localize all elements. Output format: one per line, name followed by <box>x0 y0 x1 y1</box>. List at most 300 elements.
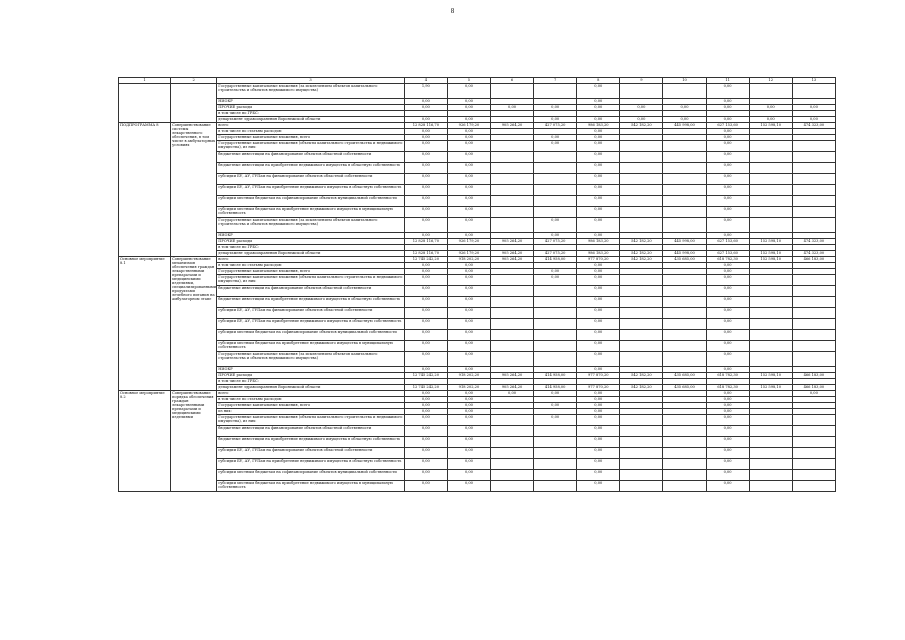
section-title: Основное мероприятие 8.1 <box>119 257 171 391</box>
value-cell: 926 179,20 <box>447 239 490 245</box>
value-cell <box>620 308 663 319</box>
value-cell <box>749 174 792 185</box>
value-cell: 627 153,60 <box>706 251 749 257</box>
value-cell <box>491 196 534 207</box>
value-cell <box>534 319 577 330</box>
value-cell <box>620 297 663 308</box>
row-label: Государственные капитальные вложения (за исключением объектов капитального строительства и объектов недвижимого имущества) <box>217 218 405 233</box>
value-cell: 0,00 <box>404 391 447 397</box>
value-cell: 0,00 <box>404 152 447 163</box>
value-cell: 0,00 <box>404 470 447 481</box>
value-cell: 466 183,00 <box>792 257 835 263</box>
value-cell: 0,00 <box>447 367 490 373</box>
row-label: Государственные капитальные вложения, всего <box>217 135 405 141</box>
value-cell: 0,00 <box>706 174 749 185</box>
value-cell: 427 075,20 <box>534 251 577 257</box>
value-cell: 0,00 <box>577 84 620 99</box>
value-cell: 0,00 <box>577 308 620 319</box>
row-label: субсидии местным бюджетам на приобретение недвижимого имущества в муниципальную собственность <box>217 207 405 218</box>
value-cell: 0,00 <box>404 297 447 308</box>
value-cell: 0,00 <box>577 269 620 275</box>
row-label: ПРОЧИЕ расходы <box>217 239 405 245</box>
value-cell: 12 828 116,70 <box>404 239 447 245</box>
table-row <box>119 341 836 352</box>
value-cell <box>491 185 534 196</box>
column-number: 2 <box>171 78 217 84</box>
row-label: в том числе по статьям расходов: <box>217 263 405 269</box>
value-cell: 0,00 <box>577 152 620 163</box>
value-cell: 0,00 <box>404 174 447 185</box>
table-row <box>119 470 836 481</box>
value-cell: 0,00 <box>749 117 792 123</box>
value-cell <box>491 308 534 319</box>
value-cell: 0,00 <box>404 308 447 319</box>
value-cell: 618 782,30 <box>706 257 749 263</box>
value-cell: 905 264,20 <box>491 251 534 257</box>
value-cell <box>620 163 663 174</box>
column-number: 13 <box>792 78 835 84</box>
value-cell: 0,00 <box>404 459 447 470</box>
value-cell <box>663 341 706 352</box>
value-cell: 0,00 <box>447 426 490 437</box>
value-cell <box>663 448 706 459</box>
value-cell <box>663 297 706 308</box>
value-cell <box>534 308 577 319</box>
value-cell: 0,00 <box>706 207 749 218</box>
column-number: 12 <box>749 78 792 84</box>
value-cell <box>534 185 577 196</box>
value-cell <box>620 319 663 330</box>
value-cell: 0,00 <box>706 330 749 341</box>
value-cell: 0,00 <box>404 207 447 218</box>
value-cell <box>534 470 577 481</box>
value-cell: 0,00 <box>447 196 490 207</box>
column-number: 7 <box>534 78 577 84</box>
value-cell <box>792 297 835 308</box>
value-cell <box>620 330 663 341</box>
value-cell: 0,00 <box>577 415 620 426</box>
value-cell <box>534 286 577 297</box>
row-label: субсидии БУ, АУ, ГУПам на финансирование объектов областной собственности <box>217 448 405 459</box>
value-cell: 445 998,00 <box>663 251 706 257</box>
value-cell: 0,00 <box>534 275 577 286</box>
value-cell <box>491 426 534 437</box>
value-cell: 0,00 <box>404 269 447 275</box>
value-cell: 0,00 <box>577 129 620 135</box>
value-cell: 12 745 242,20 <box>404 385 447 391</box>
value-cell: 466 183,00 <box>792 373 835 379</box>
value-cell: 926 179,20 <box>447 251 490 257</box>
table-row <box>119 297 836 308</box>
value-cell <box>792 141 835 152</box>
value-cell <box>792 415 835 426</box>
value-cell <box>491 152 534 163</box>
value-cell <box>663 308 706 319</box>
value-cell <box>534 352 577 367</box>
row-label: Государственные капитальные вложения (объекты капитального строительства и недвижимого имущества), из них: <box>217 275 405 286</box>
value-cell: 0,00 <box>749 105 792 111</box>
value-cell: 0,00 <box>404 415 447 426</box>
value-cell: 12 745 242,20 <box>404 257 447 263</box>
row-label: бюджетные инвестиции на приобретение недвижимого имущества в областную собственность <box>217 437 405 448</box>
row-label: субсидии местным бюджетам на приобретение недвижимого имущества в муниципальную собственность <box>217 341 405 352</box>
value-cell <box>620 481 663 492</box>
value-cell: 0,00 <box>534 233 577 239</box>
column-number: 9 <box>620 78 663 84</box>
value-cell: 0,00 <box>706 117 749 123</box>
row-label: бюджетные инвестиции на финансирование объектов областной собственности <box>217 286 405 297</box>
value-cell <box>749 341 792 352</box>
value-cell: 0,00 <box>577 135 620 141</box>
value-cell: 0,00 <box>706 352 749 367</box>
value-cell: 0,00 <box>706 84 749 99</box>
value-cell: 0,00 <box>706 263 749 269</box>
value-cell <box>792 341 835 352</box>
row-label: субсидии местным бюджетам на софинансирование объектов муниципальной собственности <box>217 330 405 341</box>
value-cell: 0,00 <box>706 367 749 373</box>
value-cell <box>663 481 706 492</box>
value-cell <box>663 286 706 297</box>
value-cell: 152 598,10 <box>749 385 792 391</box>
section-title: ПОДПРОГРАММА 8 <box>119 123 171 257</box>
value-cell <box>663 218 706 233</box>
value-cell: 905 264,20 <box>491 257 534 263</box>
value-cell <box>749 459 792 470</box>
value-cell <box>534 330 577 341</box>
value-cell: 474 323,00 <box>792 239 835 245</box>
value-cell <box>620 437 663 448</box>
value-cell: 0,00 <box>577 403 620 409</box>
value-cell <box>491 286 534 297</box>
table-row <box>119 141 836 152</box>
value-cell <box>792 308 835 319</box>
row-label: субсидии БУ, АУ, ГУПам на приобретение недвижимого имущества в областную собственность <box>217 459 405 470</box>
table-row <box>119 426 836 437</box>
row-label: Государственные капитальные вложения (за исключением объектов капитального строительства и объектов недвижимого имущества) <box>217 84 405 99</box>
value-cell <box>663 174 706 185</box>
value-cell: 926 179,20 <box>447 123 490 129</box>
value-cell: 0,00 <box>706 319 749 330</box>
value-cell <box>491 330 534 341</box>
row-label: субсидии местным бюджетам на софинансирование объектов муниципальной собственности <box>217 470 405 481</box>
value-cell: 0,00 <box>404 105 447 111</box>
value-cell: 0,00 <box>577 397 620 403</box>
value-cell <box>749 207 792 218</box>
value-cell: 435 685,00 <box>663 373 706 379</box>
value-cell <box>663 207 706 218</box>
value-cell <box>620 196 663 207</box>
value-cell <box>663 426 706 437</box>
value-cell <box>534 297 577 308</box>
value-cell <box>749 218 792 233</box>
row-label: Государственные капитальные вложения (объекты капитального строительства и недвижимого имущества), из них: <box>217 141 405 152</box>
value-cell <box>491 84 534 99</box>
value-cell <box>792 319 835 330</box>
row-label: субсидии БУ, АУ, ГУПам на приобретение недвижимого имущества в областную собственность <box>217 185 405 196</box>
value-cell: 414 958,00 <box>534 373 577 379</box>
value-cell: 0,00 <box>447 141 490 152</box>
value-cell: 0,00 <box>577 286 620 297</box>
value-cell: 0,00 <box>663 105 706 111</box>
value-cell: 0,00 <box>534 105 577 111</box>
value-cell: 0,00 <box>447 437 490 448</box>
value-cell: 0,00 <box>663 117 706 123</box>
value-cell: 0,00 <box>447 319 490 330</box>
row-label: всего <box>217 391 405 397</box>
value-cell: 0,00 <box>404 263 447 269</box>
value-cell <box>749 163 792 174</box>
value-cell: 0,00 <box>706 105 749 111</box>
value-cell <box>663 319 706 330</box>
value-cell: 0,00 <box>706 409 749 415</box>
value-cell: 0,00 <box>447 352 490 367</box>
value-cell: 152 598,10 <box>749 239 792 245</box>
table-row <box>119 437 836 448</box>
value-cell <box>491 352 534 367</box>
value-cell <box>663 352 706 367</box>
value-cell <box>792 207 835 218</box>
page-number: 8 <box>450 8 455 15</box>
value-cell <box>792 426 835 437</box>
value-cell: 0,00 <box>706 286 749 297</box>
value-cell <box>534 341 577 352</box>
row-label: в том числе по ГРБС: <box>217 111 405 117</box>
value-cell: 0,00 <box>534 135 577 141</box>
value-cell: 0,00 <box>577 352 620 367</box>
value-cell: 0,00 <box>577 99 620 105</box>
row-label: Государственные капитальные вложения, всего <box>217 269 405 275</box>
row-label: департамент здравоохранения Воронежской области <box>217 385 405 391</box>
value-cell <box>491 459 534 470</box>
table-row <box>119 196 836 207</box>
value-cell: 0,00 <box>706 308 749 319</box>
value-cell: 0,00 <box>706 437 749 448</box>
value-cell: 0,00 <box>447 415 490 426</box>
value-cell <box>663 163 706 174</box>
value-cell <box>491 437 534 448</box>
section-description <box>171 84 217 123</box>
value-cell <box>534 84 577 99</box>
value-cell: 0,00 <box>447 391 490 397</box>
value-cell: 977 870,20 <box>577 373 620 379</box>
table-row <box>119 185 836 196</box>
value-cell: 627 153,60 <box>706 239 749 245</box>
value-cell: 445 998,00 <box>663 123 706 129</box>
value-cell: 0,00 <box>447 308 490 319</box>
value-cell <box>491 174 534 185</box>
value-cell: 542 182,20 <box>620 123 663 129</box>
value-cell: 0,00 <box>706 129 749 135</box>
row-label: Государственные капитальные вложения, всего <box>217 403 405 409</box>
value-cell: 0,00 <box>577 448 620 459</box>
value-cell <box>792 352 835 367</box>
value-cell <box>792 185 835 196</box>
value-cell: 0,00 <box>447 409 490 415</box>
table-row <box>119 481 836 492</box>
value-cell <box>534 174 577 185</box>
value-cell: 0,00 <box>577 275 620 286</box>
value-cell: 0,00 <box>706 269 749 275</box>
value-cell <box>491 275 534 286</box>
value-cell: 0,00 <box>706 448 749 459</box>
value-cell: 0,00 <box>447 135 490 141</box>
value-cell: 0,00 <box>447 330 490 341</box>
row-label: НИОКР <box>217 99 405 105</box>
value-cell: 0,00 <box>404 218 447 233</box>
table-row <box>119 152 836 163</box>
value-cell: 0,00 <box>404 185 447 196</box>
value-cell: 0,00 <box>404 99 447 105</box>
value-cell: 414 958,00 <box>534 385 577 391</box>
value-cell <box>749 196 792 207</box>
value-cell: 0,00 <box>404 141 447 152</box>
table-row <box>119 163 836 174</box>
column-number: 11 <box>706 78 749 84</box>
value-cell <box>534 426 577 437</box>
column-number: 1 <box>119 78 171 84</box>
value-cell: 0,00 <box>447 341 490 352</box>
value-cell: 152 598,10 <box>749 257 792 263</box>
value-cell <box>620 426 663 437</box>
value-cell: 0,00 <box>706 99 749 105</box>
value-cell: 542 182,20 <box>620 239 663 245</box>
value-cell: 0,00 <box>447 185 490 196</box>
row-label: НИОКР <box>217 233 405 239</box>
value-cell <box>663 196 706 207</box>
value-cell: 0,00 <box>447 397 490 403</box>
value-cell: 435 685,00 <box>663 257 706 263</box>
value-cell: 0,00 <box>577 481 620 492</box>
value-cell: 0,00 <box>577 409 620 415</box>
value-cell: 0,00 <box>447 263 490 269</box>
value-cell <box>620 185 663 196</box>
value-cell: 0,00 <box>404 341 447 352</box>
row-label: в том числе по ГРБС: <box>217 245 405 251</box>
column-number: 8 <box>577 78 620 84</box>
value-cell: 0,00 <box>447 275 490 286</box>
value-cell <box>792 481 835 492</box>
value-cell: 414 958,00 <box>534 257 577 263</box>
value-cell: 0,00 <box>404 196 447 207</box>
value-cell <box>792 196 835 207</box>
value-cell <box>792 470 835 481</box>
value-cell: 0,00 <box>404 233 447 239</box>
row-label: Государственные капитальные вложения (объекты капитального строительства и недвижимого имущества), из них: <box>217 415 405 426</box>
value-cell: 0,00 <box>447 99 490 105</box>
value-cell: 0,00 <box>577 391 620 397</box>
value-cell: 977 870,20 <box>577 257 620 263</box>
value-cell: 0,00 <box>577 470 620 481</box>
value-cell: 0,00 <box>534 403 577 409</box>
value-cell: 0,00 <box>404 319 447 330</box>
value-cell: 0,00 <box>706 415 749 426</box>
value-cell: 0,00 <box>577 141 620 152</box>
value-cell: 0,00 <box>447 269 490 275</box>
value-cell: 977 870,20 <box>577 385 620 391</box>
value-cell <box>749 84 792 99</box>
value-cell <box>749 308 792 319</box>
row-label: ПРОЧИЕ расходы <box>217 373 405 379</box>
value-cell: 0,00 <box>447 297 490 308</box>
value-cell: 12 828 116,70 <box>404 123 447 129</box>
value-cell: 445 998,00 <box>663 239 706 245</box>
value-cell: 0,00 <box>577 367 620 373</box>
value-cell <box>620 341 663 352</box>
row-label: всего <box>217 257 405 263</box>
value-cell: 0,00 <box>577 207 620 218</box>
value-cell: 986 183,20 <box>577 123 620 129</box>
value-cell: 0,00 <box>404 117 447 123</box>
value-cell: 542 182,20 <box>620 373 663 379</box>
value-cell: 0,00 <box>577 218 620 233</box>
table-row <box>119 448 836 459</box>
value-cell: 905 264,20 <box>491 123 534 129</box>
value-cell: 0,00 <box>404 367 447 373</box>
value-cell: 152 598,10 <box>749 373 792 379</box>
value-cell <box>620 470 663 481</box>
value-cell <box>620 218 663 233</box>
value-cell <box>663 437 706 448</box>
value-cell: 0,00 <box>447 448 490 459</box>
section-description: Совершенствование порядка обеспечения граждан лекарственными препаратами и медицинскими изделиями <box>171 391 217 492</box>
value-cell: 0,00 <box>577 437 620 448</box>
section-description: Совершенствование системы лекарственного обеспечения, в том числе в амбулаторных условиях <box>171 123 217 257</box>
row-label: из них: <box>217 409 405 415</box>
value-cell <box>620 286 663 297</box>
value-cell <box>792 84 835 99</box>
value-cell: 152 598,10 <box>749 251 792 257</box>
value-cell: 0,00 <box>404 409 447 415</box>
budget-table <box>118 77 836 492</box>
value-cell: 0,00 <box>706 141 749 152</box>
value-cell <box>491 470 534 481</box>
value-cell: 0,00 <box>404 352 447 367</box>
value-cell <box>491 141 534 152</box>
value-cell: 0,00 <box>706 470 749 481</box>
value-cell <box>792 275 835 286</box>
value-cell <box>534 459 577 470</box>
value-cell: 905 264,20 <box>491 373 534 379</box>
value-cell <box>620 352 663 367</box>
value-cell: 0,00 <box>577 174 620 185</box>
value-cell: 0,00 <box>792 391 835 397</box>
value-cell <box>792 448 835 459</box>
value-cell <box>620 141 663 152</box>
value-cell <box>491 297 534 308</box>
value-cell: 542 182,20 <box>620 257 663 263</box>
value-cell: 0,00 <box>447 481 490 492</box>
table-row <box>119 218 836 233</box>
value-cell: 0,00 <box>706 135 749 141</box>
value-cell: 0,00 <box>706 341 749 352</box>
column-number: 5 <box>447 78 490 84</box>
value-cell: 0,00 <box>620 105 663 111</box>
row-label: в том числе по статьям расходов: <box>217 129 405 135</box>
row-label: в том числе по ГРБС: <box>217 379 405 385</box>
value-cell <box>792 218 835 233</box>
table-row <box>119 84 836 99</box>
row-label: всего <box>217 123 405 129</box>
value-cell: 12 745 242,20 <box>404 373 447 379</box>
value-cell <box>749 415 792 426</box>
value-cell: 0,00 <box>447 218 490 233</box>
row-label: субсидии местным бюджетам на приобретение недвижимого имущества в муниципальную собственность <box>217 481 405 492</box>
value-cell: 0,00 <box>706 297 749 308</box>
value-cell: 0,00 <box>534 391 577 397</box>
value-cell <box>792 174 835 185</box>
value-cell <box>749 470 792 481</box>
value-cell <box>749 185 792 196</box>
